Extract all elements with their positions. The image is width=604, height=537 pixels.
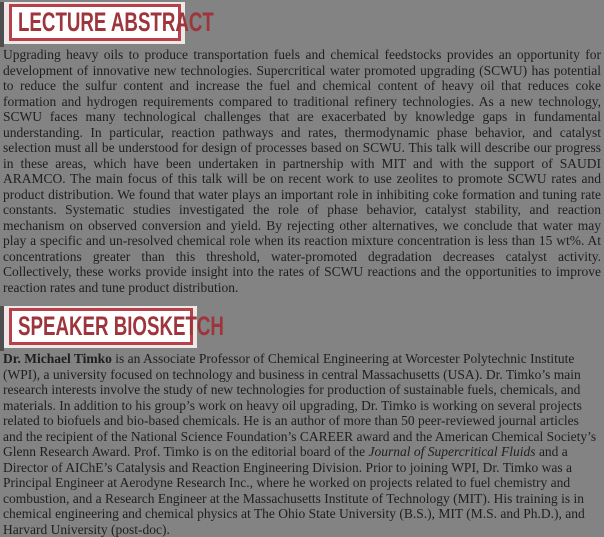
section-gap <box>0 295 604 306</box>
speaker-biosketch-header-box <box>9 308 224 345</box>
text-span: Upgrading heavy oils to produce transportation fuels and chemical feedstocks provides an opportunity for development of innovative new technologies. Supercritical water promoted upgrading (SCWU) has potential to reduce the sulfur content and increase the fuel and chemical content of heavy oil that reduces coke formation and hydrogen requirements compared to traditional refinery technologies. As a new technology, SCWU faces many technological challenges that are exacerbated by knowledge gaps in fundamental understanding. In particular, reaction pathways and rates, thermodynamic phase behavior, and catalyst selection must all be understood for design of processes based on SCWU. This talk will describe our progress in these areas, which have been undertaken in partnership with MIT and with the support of SAUDI ARAMCO. The main focus of this talk will be on recent work to use zeolites to promote SCWU rates and product distribution. We found that water plays an important role in inhibiting coke formation and tuning rate constants. Systematic studies investigated the role of phase behavior, catalyst stability, and reaction mechanism on observed conversion and yield. By rejecting other alternatives, we conclude that water may play a specific and un-resolved chemical role when its reaction mixture concentration is less than 15 wt%. At concentrations greater than this threshold, water-promoted degradation decreases catalyst activity. Collectively, these works provide insight into the rates of SCWU reactions and the opportunities to improve reaction rates and tune product distribution. <box>3 47 601 295</box>
lecture-abstract-title: LECTURE ABSTRACT <box>18 6 214 38</box>
lecture-abstract-header <box>0 2 214 44</box>
text-span: and a Director of AIChE’s Catalysis and Reaction Engineering Division. Prior to joining WPI, Dr. Timko was a Principal Engineer at Aerodyne Research Inc., where he worked on projects related to fuel chemistry and combustion, and a Research Engineer at the Massachusetts Institute of Technology (MIT). His training is in chemical engineering and chemical physics at The Ohio State University (B.S.), MIT (M.S. and Ph.D.), and Harvard University (post-doc). <box>3 444 585 537</box>
speaker-biosketch-title: SPEAKER BIOSKETCH <box>18 310 224 342</box>
header-shadow-bar <box>0 306 4 351</box>
text-span: Journal of Supercritical Fluids <box>368 444 536 459</box>
lecture-abstract-header-box <box>9 4 214 41</box>
header-shadow-bar <box>0 2 4 47</box>
speaker-biosketch-paragraph <box>0 351 604 537</box>
lecture-abstract-paragraph <box>0 47 604 295</box>
text-span: is an Associate Professor of Chemical Engineering at Worcester Polytechnic Institute (WPI), a university focused on technology and business in central Massachusetts (USA). Dr. Timko’s main research interests involve the study of new technologies for production of sustainable fuels, chemicals, and materials. In addition to his group’s work on heavy oil upgrading, Dr. Timko is working on several projects related to biofuels and bio-based chemicals. He is an author of more than 50 peer-reviewed journal articles and the recipient of the National Science Foundation’s CAREER award and the American Chemical Society’s Glenn Research Award. Prof. Timko is on the editorial board of the <box>3 351 597 459</box>
text-span: Dr. Michael Timko <box>3 351 112 366</box>
speaker-biosketch-header <box>0 306 224 348</box>
